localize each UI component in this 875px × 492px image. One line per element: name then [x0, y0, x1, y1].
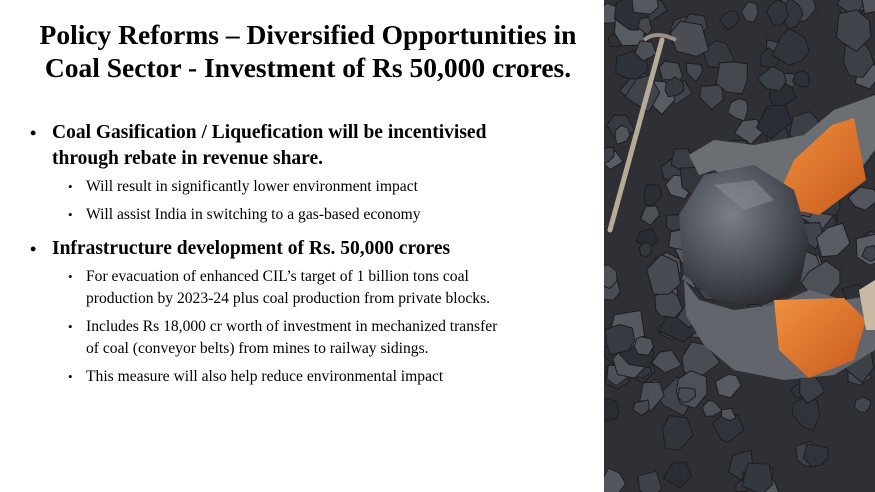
subbullet-conveyor	[68, 316, 590, 360]
title-line-1: Policy Reforms – Diversified Opportunities in	[39, 19, 577, 50]
coal-photo	[604, 0, 875, 492]
bullet-infrastructure	[30, 236, 590, 262]
subbullet-gas-economy	[68, 204, 590, 226]
subbullet-text: of coal (conveyor belts) from mines to railway sidings.	[86, 340, 429, 357]
subbullet-text: Will result in significantly lower environment impact	[86, 178, 418, 195]
slide-title	[14, 18, 602, 84]
bullet-dot-icon: •	[30, 123, 37, 143]
bullet-dot-icon: •	[68, 179, 73, 194]
bullet-dot-icon: •	[68, 269, 73, 284]
coal-piece	[634, 337, 653, 356]
bullet-dot-icon: •	[68, 369, 73, 384]
bullet-dot-icon: •	[68, 319, 73, 334]
bullet-dot-icon: •	[68, 207, 73, 222]
bullet-dot-icon: •	[30, 239, 37, 259]
subbullet-reduce-impact	[68, 366, 590, 388]
title-line-2: Coal Sector - Investment of Rs 50,000 crores.	[44, 52, 572, 83]
subbullet-environment	[68, 176, 590, 198]
subbullet-evacuation	[68, 266, 590, 310]
bullet-text-line: Coal Gasification / Liquefication will be incentivised	[52, 122, 487, 143]
coal-piece	[862, 0, 875, 14]
subbullet-text: For evacuation of enhanced CIL’s target of 1 billion tons coal	[86, 268, 469, 285]
subbullet-text: Includes Rs 18,000 cr worth of investment in mechanized transfer	[86, 318, 498, 335]
subbullet-text: production by 2023-24 plus coal production from private blocks.	[86, 290, 491, 307]
bullet-text-line: Infrastructure development of Rs. 50,000 crores	[52, 238, 451, 259]
bullet-list	[30, 120, 590, 394]
subbullet-text: Will assist India in switching to a gas-based economy	[86, 206, 421, 223]
bullet-text-line: through rebate in revenue share.	[52, 148, 324, 169]
subbullet-text: This measure will also help reduce environmental impact	[86, 368, 444, 385]
bullet-coal-gasification	[30, 120, 590, 172]
coal-piece	[742, 463, 773, 492]
